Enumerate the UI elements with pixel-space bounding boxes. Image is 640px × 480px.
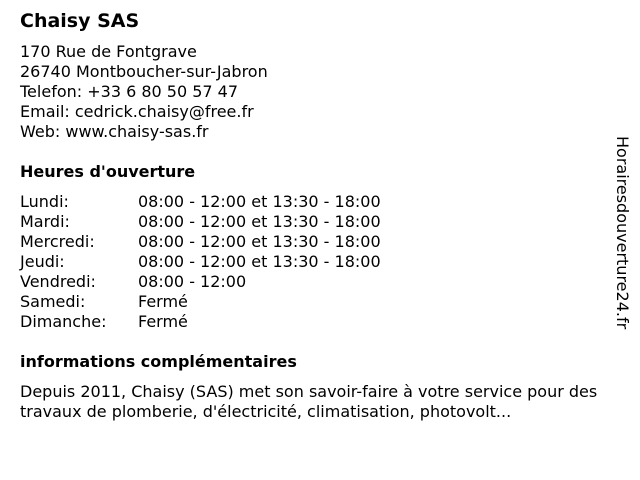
hours-time: 08:00 - 12:00 et 13:30 - 18:00: [138, 192, 381, 211]
opening-hours-title: Heures d'ouverture: [20, 162, 196, 181]
additional-info-text: Depuis 2011, Chaisy (SAS) met son savoir-faire à votre service pour des travaux de plomberie, d'électricité, climatisation, photovolt...: [20, 382, 598, 421]
hours-time: Fermé: [138, 312, 188, 331]
hours-time: 08:00 - 12:00 et 13:30 - 18:00: [138, 212, 381, 231]
hours-day: Dimanche:: [20, 312, 107, 331]
website-text: Web: www.chaisy-sas.fr: [20, 122, 209, 141]
hours-row-tuesday: [20, 212, 620, 232]
hours-row-monday: [20, 192, 620, 212]
hours-row-sunday: [20, 312, 620, 332]
hours-time: 08:00 - 12:00: [138, 272, 247, 291]
email-text: Email: cedrick.chaisy@free.fr: [20, 102, 254, 121]
hours-day: Samedi:: [20, 292, 86, 311]
phone-text: Telefon: +33 6 80 50 57 47: [20, 82, 239, 101]
additional-info-title: informations complémentaires: [20, 352, 297, 371]
hours-time: 08:00 - 12:00 et 13:30 - 18:00: [138, 232, 381, 251]
hours-time: Fermé: [138, 292, 188, 311]
opening-hours-list: [20, 192, 620, 332]
business-card: [20, 8, 620, 422]
hours-time: 08:00 - 12:00 et 13:30 - 18:00: [138, 252, 381, 271]
hours-row-friday: [20, 272, 620, 292]
hours-day: Lundi:: [20, 192, 69, 211]
hours-day: Mercredi:: [20, 232, 95, 251]
hours-day: Mardi:: [20, 212, 70, 231]
hours-day: Jeudi:: [20, 252, 65, 271]
hours-day: Vendredi:: [20, 272, 96, 291]
watermark-text: Horairesdouverture24.fr: [613, 136, 632, 330]
address-line-2: 26740 Montboucher-sur-Jabron: [20, 62, 268, 81]
hours-row-thursday: [20, 252, 620, 272]
address-line-1: 170 Rue de Fontgrave: [20, 42, 197, 61]
site-watermark: [610, 136, 634, 376]
business-name: Chaisy SAS: [20, 10, 140, 32]
hours-row-saturday: [20, 292, 620, 312]
hours-row-wednesday: [20, 232, 620, 252]
